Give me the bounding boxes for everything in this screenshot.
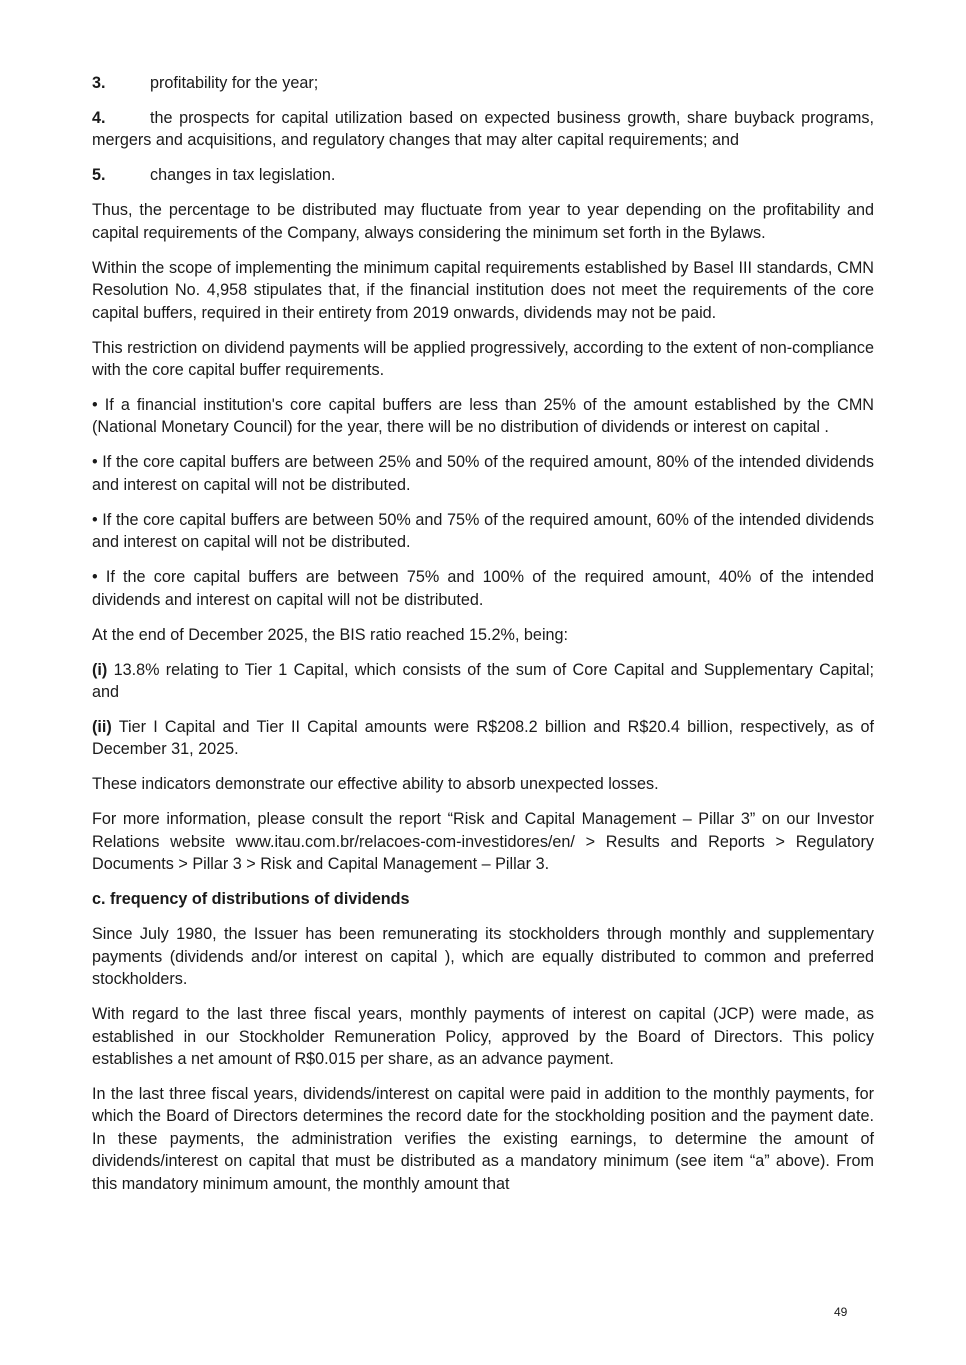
item-number: 5. <box>92 166 106 185</box>
roman-text: 13.8% relating to Tier 1 Capital, which consists of the sum of Core Capital and Supplementary Capital; and <box>92 660 874 702</box>
paragraph-regard: With regard to the last three fiscal years, monthly payments of interest on capital (JCP) were made, as established in our Stockholder Remuneration Policy, approved by the Board of Directors. This policy establishes a net amount of R$0.015 per share, as an advance payment. <box>92 1005 874 1068</box>
paragraph-more-info: For more information, please consult the report “Risk and Capital Management – Pillar 3” on our Investor Relations website www.itau.com.br/relacoes-com-investidores/en/ > Results and Reports > Regulatory Documents > Pillar 3 > Risk and Capital Management – Pillar 3. <box>92 810 874 874</box>
roman-item-i <box>92 659 874 704</box>
bullet-item: • If the core capital buffers are between 25% and 50% of the required amount, 80% of the intended dividends and interest on capital will not be distributed. <box>92 453 874 494</box>
bullet-item: • If a financial institution's core capital buffers are less than 25% of the amount established by the CMN (National Monetary Council) for the year, there will be no distribution of dividends or interest on capital . <box>92 396 874 437</box>
item-number: 4. <box>92 109 106 127</box>
paragraph-basel: Within the scope of implementing the minimum capital requirements established by Basel III standards, CMN Resolution No. 4,958 stipulates that, if the financial institution does not meet the requirements of the core capital buffers, required in their entirety from 2019 onwards, dividends may not be paid. <box>92 258 874 322</box>
roman-label: (ii) <box>92 718 112 737</box>
bullet-item: • If the core capital buffers are between 50% and 75% of the required amount, 60% of the intended dividends and interest on capital will not be distributed. <box>92 510 874 552</box>
roman-item-ii <box>92 716 874 761</box>
paragraph-restriction: This restriction on dividend payments will be applied progressively, according to the extent of non-compliance with the core capital buffer requirements. <box>92 338 874 380</box>
numbered-item-5 <box>92 164 874 186</box>
paragraph-since: Since July 1980, the Issuer has been remunerating its stockholders through monthly and supplementary payments (dividends and/or interest on capital ), which are equally distributed to common and preferred stockholders. <box>92 925 874 989</box>
roman-text: Tier I Capital and Tier II Capital amounts were R$208.2 billion and R$20.4 billion, respectively, as of December 31, 2025. <box>92 718 874 759</box>
bullet-item: • If the core capital buffers are between 75% and 100% of the required amount, 40% of the intended dividends and interest on capital will not be distributed. <box>92 568 874 609</box>
section-heading: c. frequency of distributions of dividends <box>92 890 410 909</box>
item-text: the prospects for capital utilization based on expected business growth, share buyback programs, mergers and acquisitions, and regulatory changes that may alter capital requirements; and <box>92 109 874 150</box>
document-page <box>92 72 874 1208</box>
paragraph-last: In the last three fiscal years, dividends/interest on capital were paid in addition to the monthly payments, for which the Board of Directors determines the record date for the stockholding position and the payment date. In these payments, the administration verifies the existing earnings, to determine the amount of dividends/interest on capital that must be distributed as a mandatory minimum (see item “a” above). From this mandatory minimum amount, the monthly amount that <box>92 1084 874 1193</box>
item-number: 3. <box>92 74 106 92</box>
numbered-item-4 <box>92 107 874 152</box>
numbered-item-3 <box>92 72 874 94</box>
paragraph-thus: Thus, the percentage to be distributed may fluctuate from year to year depending on the profitability and capital requirements of the Company, always considering the minimum set forth in the Bylaws. <box>92 201 874 242</box>
item-text: changes in tax legislation. <box>150 166 336 185</box>
roman-label: (i) <box>92 660 108 679</box>
paragraph-indicators: These indicators demonstrate our effective ability to absorb unexpected losses. <box>92 775 659 794</box>
item-text: profitability for the year; <box>150 74 319 92</box>
paragraph-bis: At the end of December 2025, the BIS ratio reached 15.2%, being: <box>92 625 569 644</box>
page-number: 49 <box>834 1305 848 1319</box>
